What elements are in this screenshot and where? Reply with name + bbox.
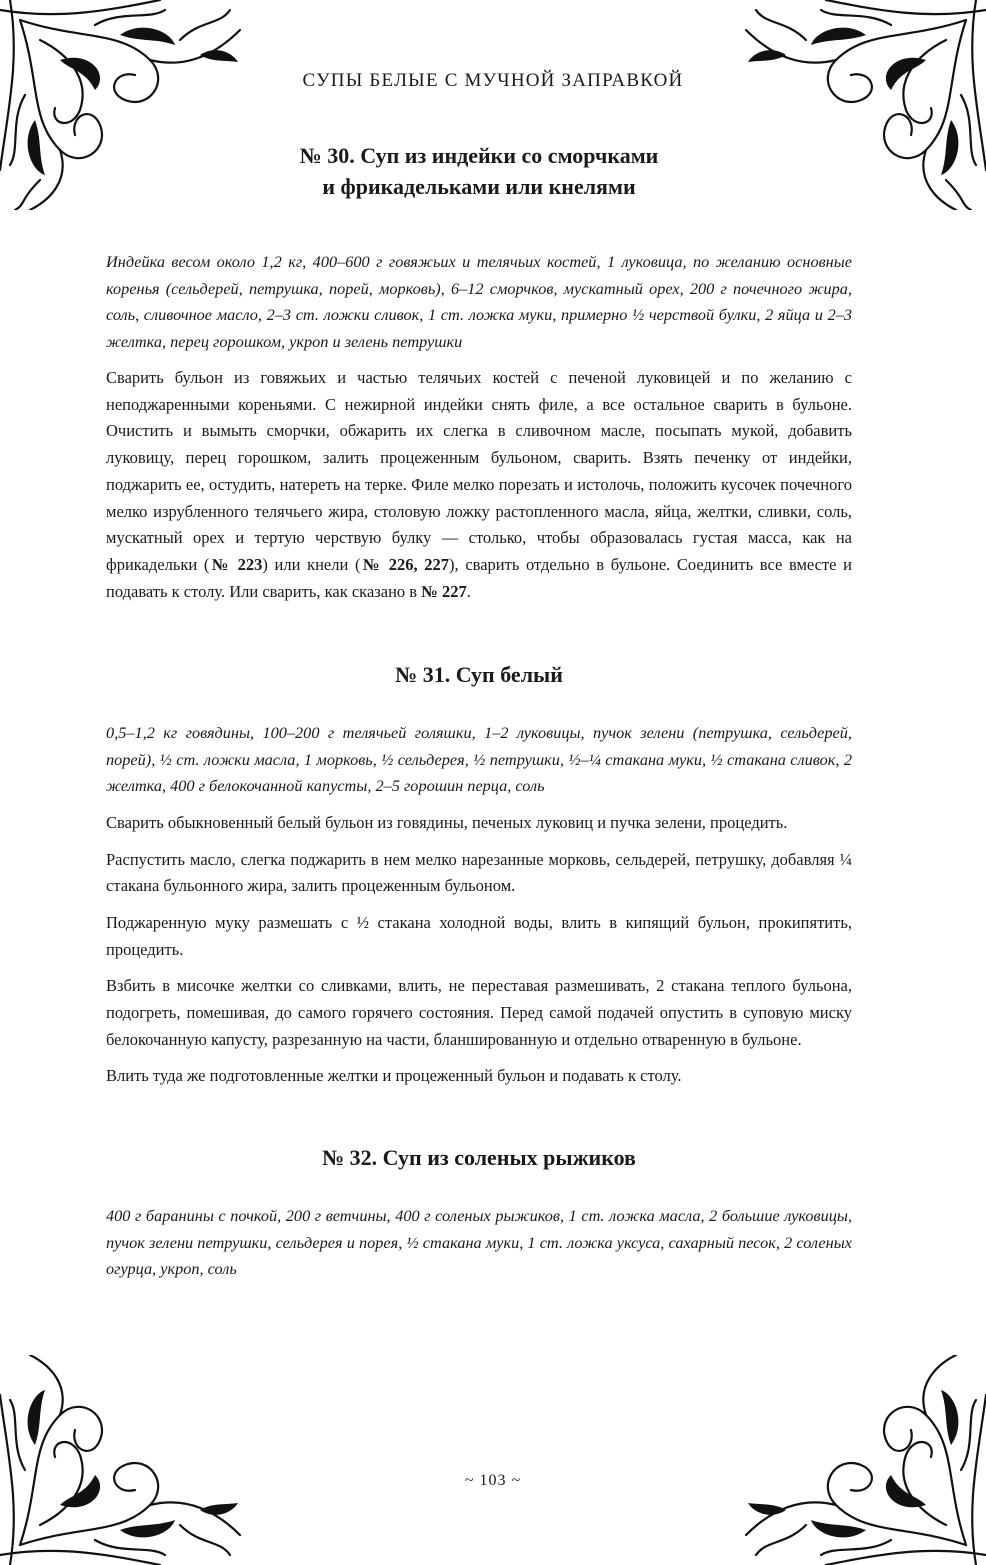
instructions-paragraph: Влить туда же подготовленные желтки и процеженный бульон и подавать к столу. (106, 1066, 682, 1086)
recipe-title (106, 140, 852, 202)
text-run: Сварить бульон из говяжьих и частью телячьих костей с печеной луковицей и по желанию с неподжаренными кореньями. С нежирной индейки снять филе, а все остальное сварить в бульоне. Очистить и вымыть сморчки, обжарить их слегка в сливочном масле, посыпать мукой, добавить луковицу, перец горошком, залить процеженным бульоном, сварить. Взять печенку от индейки, поджарить ее, остудить, натереть на терке. Филе мелко порезать и истолочь, положить кусочек почечного мелко изрубленного телячьего жира, столовую ложку растопленного масла, яйца, желтки, сливки, соль, мускатный орех и тертую черствую булку — столько, чтобы образовалась густая масса, как на фрикадельки ( (106, 368, 852, 574)
ingredients-list: 400 г баранины с почкой, 200 г ветчины, 400 г соленых рыжиков, 1 ст. ложка масла, 2 большие луковицы, пучок зелени петрушки, сельдерея и порея, ½ стакана муки, 1 ст. ложка уксуса, сахарный песок, 2 соленых огурца, укроп, соль (106, 1206, 852, 1279)
recipe-title (106, 1142, 852, 1173)
corner-ornament-bottom-right (736, 1355, 986, 1565)
recipe-reference: № 223 (209, 554, 263, 574)
recipe-30 (106, 140, 852, 605)
instructions-paragraph (106, 365, 852, 605)
recipe-31 (106, 659, 852, 1090)
recipe-32 (106, 1142, 852, 1283)
ingredients-list: Индейка весом около 1,2 кг, 400–600 г говяжьих и телячьих костей, 1 луковица, по желанию основные коренья (сельдерей, петрушка, порей, морковь), 6–12 сморчков, мускатный орех, 200 г почечного жира, соль, сливочное масло, 2–3 ст. ложки сливок, 1 ст. ложка муки, примерно ½ черствой булки, 2 яйца и 2–3 желтка, перец горошком, укроп и зелень петрушки (106, 252, 852, 351)
page-content (106, 140, 852, 1283)
text-run: ) или кнели ( (262, 554, 361, 574)
instructions-paragraph: Сварить обыкновенный белый бульон из говядины, печеных луковиц и пучка зелени, процедить. (106, 812, 788, 832)
instructions-paragraph: Взбить в мисочке желтки со сливками, влить, не переставая размешивать, 2 стакана теплого бульона, подогреть, помешивая, до самого горячего состояния. Перед самой подачей опустить в суповую миску белокочанную капусту, разрезанную на части, бланшированную и отдельно отваренную в бульоне. (106, 976, 852, 1049)
recipe-title-line: № 31. Суп белый (395, 662, 563, 688)
recipe-reference: № 227 (421, 581, 467, 601)
floral-ornament-icon (736, 1355, 986, 1565)
floral-ornament-icon (0, 1355, 250, 1565)
instructions-paragraph: Распустить масло, слегка поджарить в нем мелко нарезанные морковь, сельдерей, петрушку, добавляя ¼ стакана бульонного жира, залить процеженным бульоном. (106, 849, 852, 896)
page-number: ~ 103 ~ (464, 1472, 522, 1489)
corner-ornament-bottom-left (0, 1355, 250, 1565)
ingredients-list: 0,5–1,2 кг говядины, 100–200 г телячьей голяшки, 1–2 луковицы, пучок зелени (петрушка, сельдерей, порей), ½ ст. ложки масла, 1 морковь, ½ сельдерея, ½ петрушки, ½–¼ стакана муки, ½ стакана сливок, 2 желтка, 400 г белокочанной капусты, 2–5 горошин перца, соль (106, 723, 852, 796)
running-head: СУПЫ БЕЛЫЕ С МУЧНОЙ ЗАПРАВКОЙ (302, 70, 684, 91)
text-run: ), сварить отдельно в бульоне. Соединить все вместе и подавать к столу. Или сварить, как сказано в (106, 554, 852, 601)
recipe-title-line: и фрикадельками или кнелями (322, 174, 636, 199)
recipe-title-line: № 32. Суп из соленых рыжиков (322, 1145, 636, 1171)
instructions-paragraph: Поджаренную муку размешать с ½ стакана холодной воды, влить в кипящий бульон, прокипятить, процедить. (106, 912, 852, 959)
recipe-title (106, 659, 852, 690)
text-run: . (466, 581, 471, 601)
recipe-reference: № 226, 227 (360, 554, 450, 574)
recipe-title-line: № 30. Суп из индейки со сморчками (299, 143, 659, 168)
